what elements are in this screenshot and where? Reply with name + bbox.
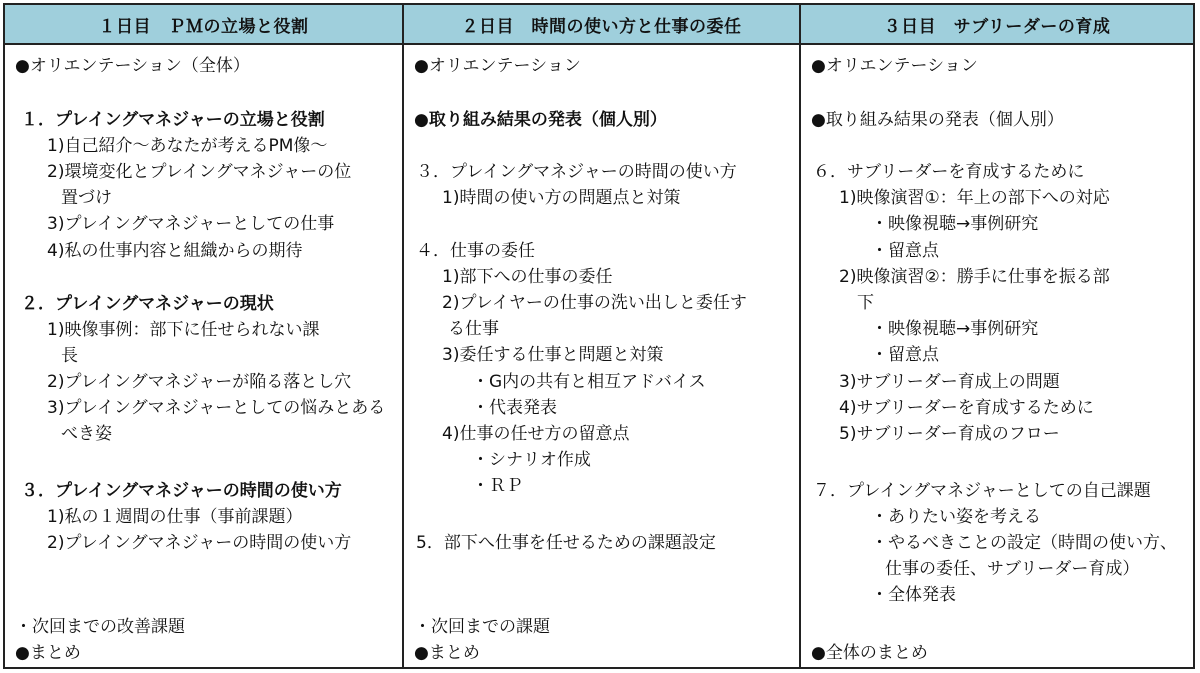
day1-item: 4)私の仕事内容と組織からの期待 (47, 241, 303, 261)
day3-section-heading: ７．プレイングマネジャーとしての自己課題 (813, 481, 1151, 501)
day2-item: ●まとめ (414, 643, 480, 663)
day3-section-heading: ６．サブリーダーを育成するために (813, 162, 1085, 182)
day1-item: 長 (61, 346, 78, 366)
day3-item: ・ありたい姿を考える (871, 507, 1041, 527)
day1-section-heading: １．プレイングマネジャーの立場と役割 (21, 110, 325, 130)
day3-item: 仕事の委任、サブリーダー育成） (885, 559, 1140, 579)
day3-item: ・映像視聴→事例研究 (871, 319, 1039, 339)
day3-item: ●全体のまとめ (811, 643, 928, 663)
day2-section-heading: ●取り組み結果の発表（個人別） (414, 110, 667, 130)
day1-item: ●まとめ (15, 643, 81, 663)
day3-column (801, 45, 1193, 667)
day3-item: ・留意点 (871, 241, 939, 261)
day2-item: 1)時間の使い方の問題点と対策 (442, 188, 681, 208)
day2-item: ・代表発表 (472, 398, 557, 418)
day2-item: ・G内の共有と相互アドバイス (472, 372, 706, 392)
day1-item: 2)プレイングマネジャーの時間の使い方 (47, 533, 352, 553)
day1-item: 1)私の１週間の仕事（事前課題） (47, 507, 303, 527)
day3-item: ・やるべきことの設定（時間の使い方、 (871, 533, 1177, 553)
day3-item: ●取り組み結果の発表（個人別） (811, 110, 1064, 130)
day2-section-heading: 5．部下へ仕事を任せるための課題設定 (416, 533, 716, 553)
day2-item: 3)委任する仕事と問題と対策 (442, 345, 664, 365)
day1-item: 3)プレイングマネジャーとしての悩みとある (47, 398, 386, 418)
day1-item: 3)プレイングマネジャーとしての仕事 (47, 214, 335, 234)
day3-item: ・留意点 (871, 345, 939, 365)
day1-item: べき姿 (61, 424, 112, 444)
day1-item: ・次回までの改善課題 (15, 617, 185, 637)
day3-item: 5)サブリーダー育成のフロー (839, 424, 1060, 444)
day1-item: 1)自己紹介～あなたが考えるPM像～ (47, 136, 328, 156)
day3-item: ・全体発表 (871, 585, 956, 605)
day3-item: ・映像視聴→事例研究 (871, 214, 1039, 234)
day2-section-heading: ３．プレイングマネジャーの時間の使い方 (416, 162, 737, 182)
day3-item: 下 (857, 293, 874, 313)
day2-item: ・次回までの課題 (414, 617, 550, 637)
day3-header: ３日目 サブリーダーの育成 (801, 5, 1193, 45)
day1-item: ●オリエンテーション（全体） (15, 56, 250, 76)
day3-item: 3)サブリーダー育成上の問題 (839, 372, 1060, 392)
schedule-table (3, 3, 1195, 669)
day2-item: 1)部下への仕事の委任 (442, 267, 613, 287)
day1-item: 1)映像事例：部下に任せられない課 (47, 320, 320, 340)
day1-item: 置づけ (61, 188, 112, 208)
day2-item: る仕事 (448, 319, 499, 339)
day3-item: 2)映像演習②：勝手に仕事を振る部 (839, 267, 1110, 287)
day2-item: ・ＲＰ (472, 476, 523, 496)
day2-column (404, 45, 801, 667)
day2-item: ・シナリオ作成 (472, 450, 591, 470)
day3-item: ●オリエンテーション (811, 56, 978, 76)
day1-section-heading: ２．プレイングマネジャーの現状 (21, 294, 274, 314)
day1-section-heading: ３．プレイングマネジャーの時間の使い方 (21, 481, 342, 501)
day3-item: 4)サブリーダーを育成するために (839, 398, 1094, 418)
day1-column (5, 45, 404, 667)
day3-item: 1)映像演習①：年上の部下への対応 (839, 188, 1110, 208)
day2-section-heading: ４．仕事の委任 (416, 241, 535, 261)
day2-item: 4)仕事の任せ方の留意点 (442, 424, 630, 444)
day1-item: 2)プレイングマネジャーが陥る落とし穴 (47, 372, 352, 392)
day2-header: ２日目 時間の使い方と仕事の委任 (404, 5, 801, 45)
day1-item: 2)環境変化とプレイングマネジャーの位 (47, 162, 352, 182)
day2-item: 2)プレイヤーの仕事の洗い出しと委任す (442, 293, 747, 313)
day2-item: ●オリエンテーション (414, 56, 581, 76)
day1-header: １日目 ＰＭの立場と役割 (5, 5, 404, 45)
